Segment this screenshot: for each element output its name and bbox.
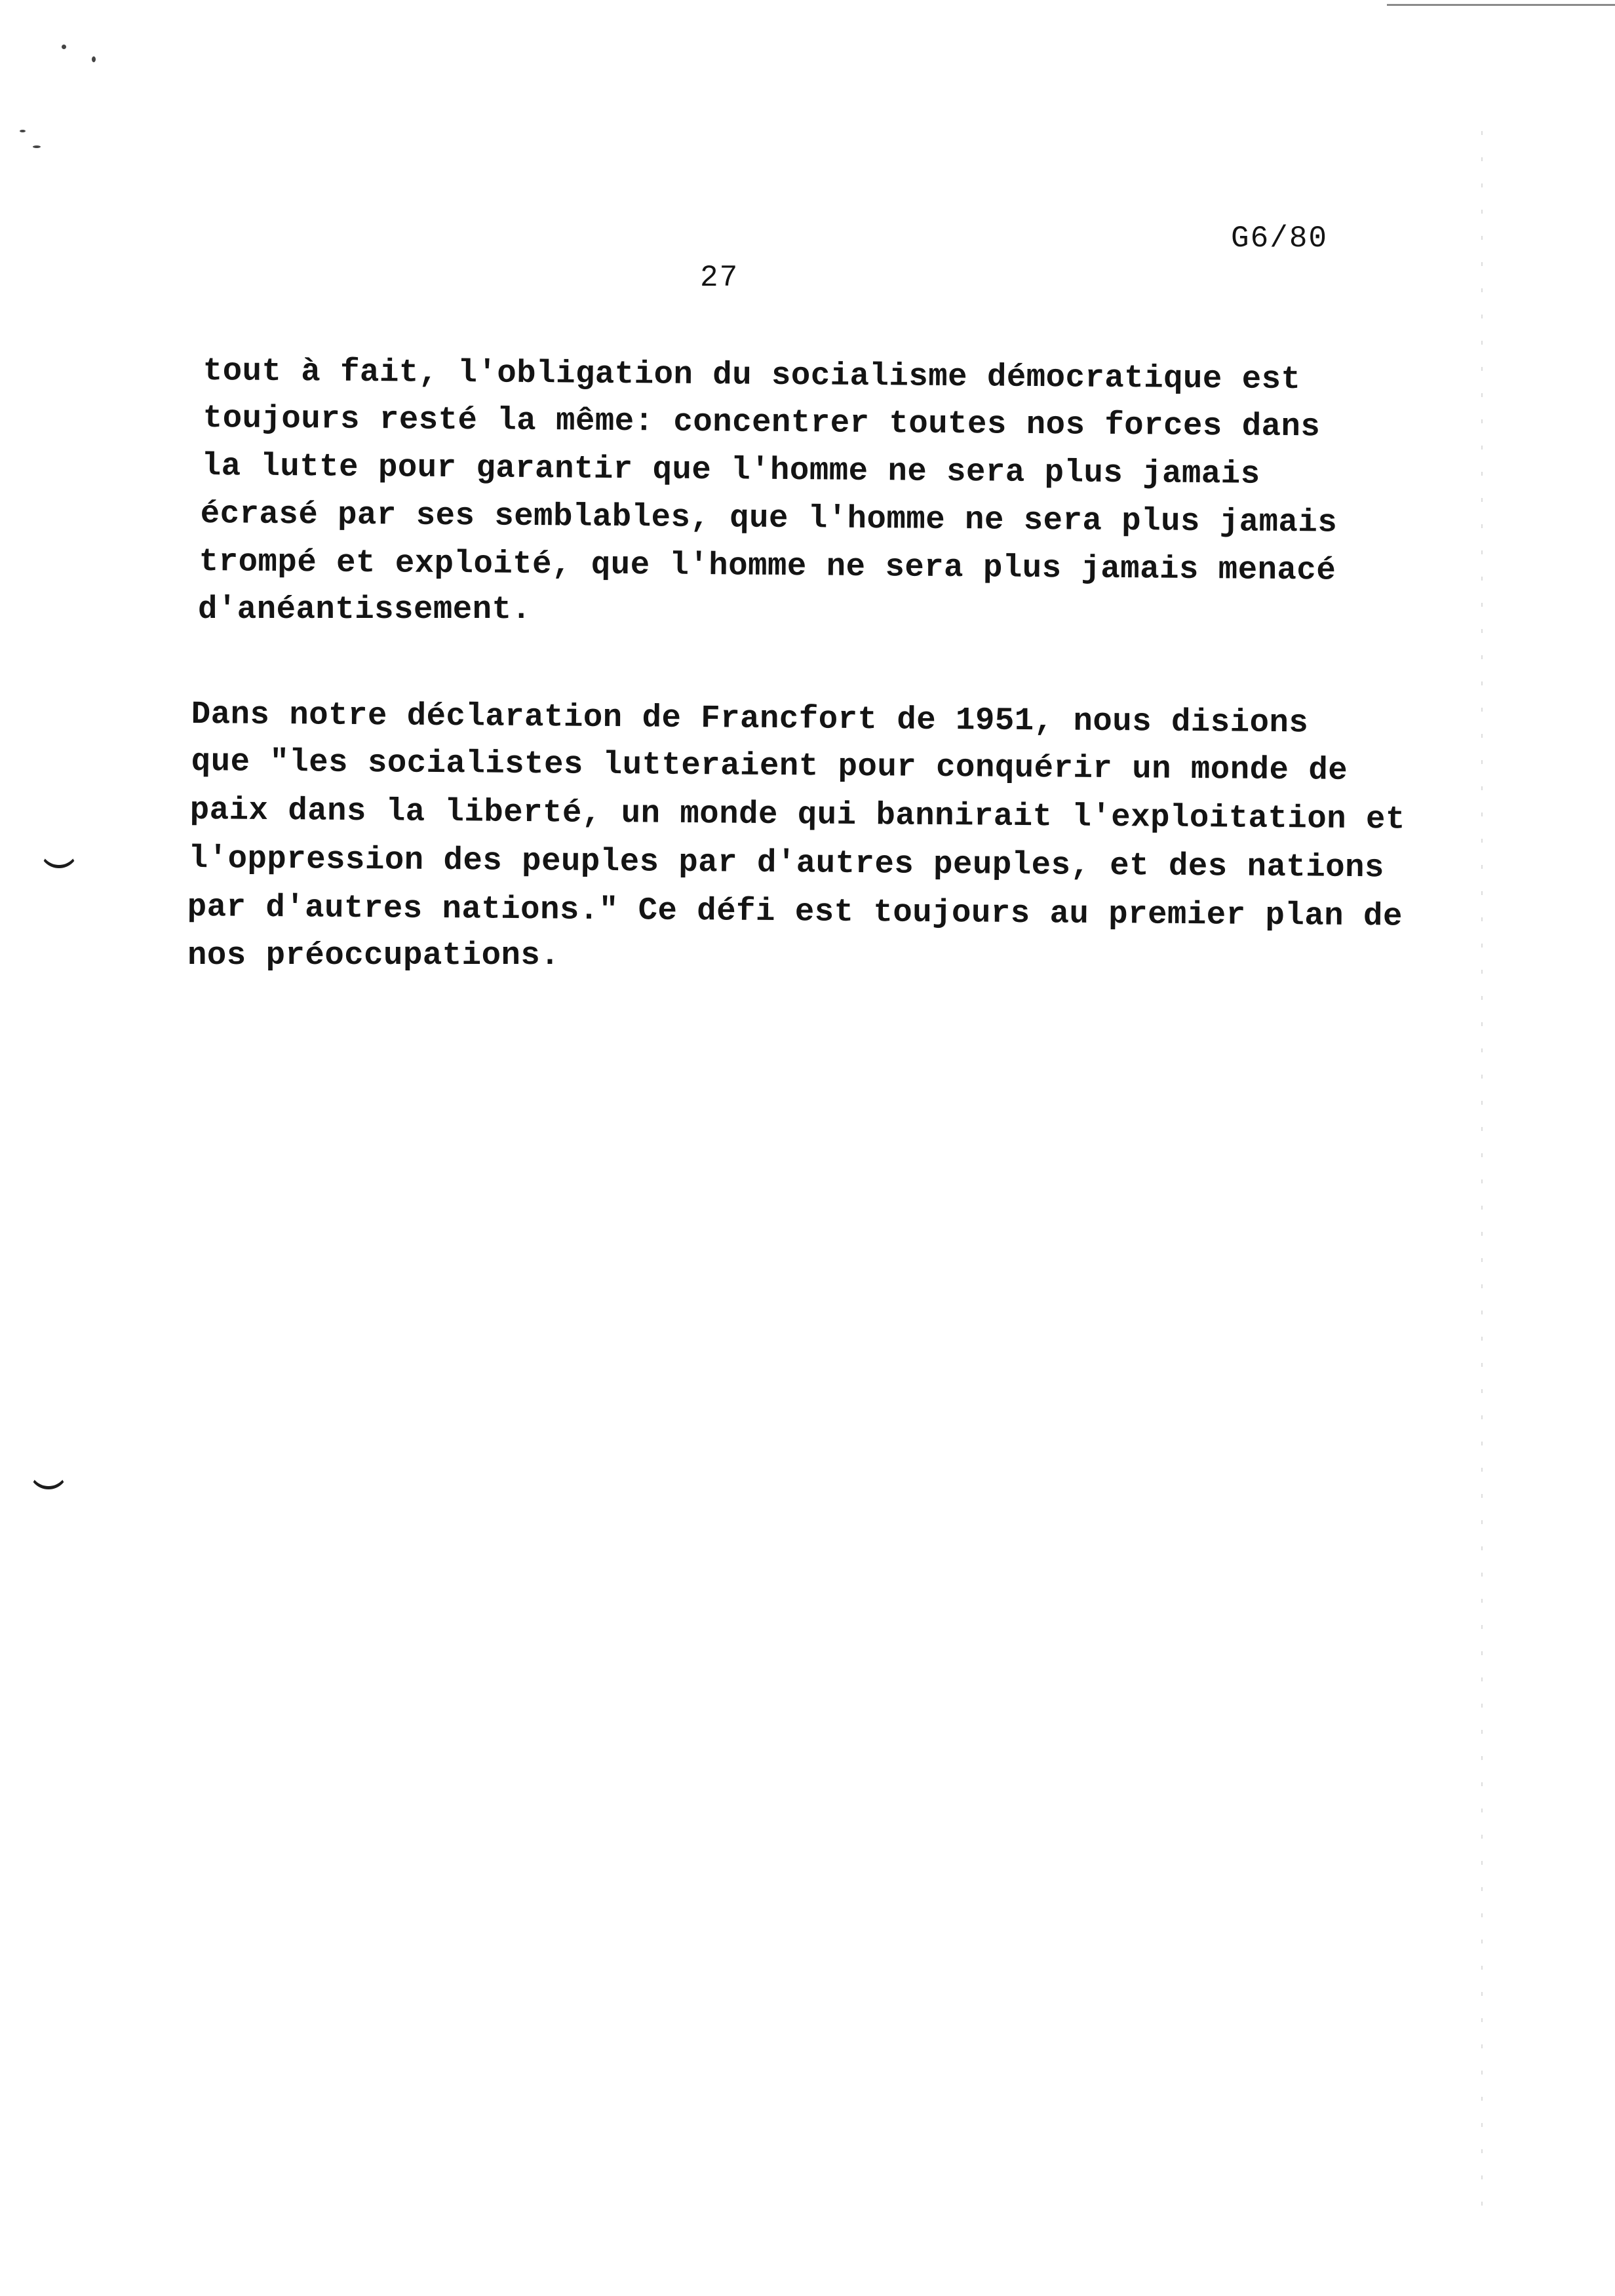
text-line: par d'autres nations." Ce défi est toujours au premier plan de (187, 889, 1403, 935)
text-line: tout à fait, l'obligation du socialisme démocratique est (203, 353, 1301, 398)
scan-speck (20, 130, 26, 132)
text-line: Dans notre déclaration de Francfort de 1951, nous disions (191, 696, 1309, 742)
text-line: paix dans la liberté, un monde qui bannirait l'exploitation et (189, 792, 1406, 838)
scan-speck (92, 56, 96, 62)
scan-speck (62, 45, 66, 49)
text-line: l'oppression des peuples par d'autres peuples, et des nations (188, 840, 1385, 887)
text-line: écrasé par ses semblables, que l'homme ne sera plus jamais (200, 495, 1338, 541)
scan-top-rule (1387, 4, 1615, 6)
text-line: trompé et exploité, que l'homme ne sera plus jamais menacé (199, 543, 1336, 589)
binding-hole-mark (39, 845, 79, 868)
page-number: 27 (700, 261, 739, 295)
text-line: que "les socialistes lutteraient pour conquérir un monde de (191, 743, 1348, 789)
text-line: d'anéantissement. (198, 591, 532, 628)
text-line: toujours resté la même: concentrer toutes nos forces dans (203, 400, 1321, 446)
document-reference: G6/80 (1231, 221, 1329, 256)
scan-edge-noise (1481, 131, 1483, 2228)
text-line: nos préoccupations. (187, 937, 560, 974)
text-line: la lutte pour garantir que l'homme ne sera plus jamais (201, 448, 1260, 493)
scan-speck (33, 145, 41, 148)
binding-hole-mark (29, 1466, 68, 1489)
